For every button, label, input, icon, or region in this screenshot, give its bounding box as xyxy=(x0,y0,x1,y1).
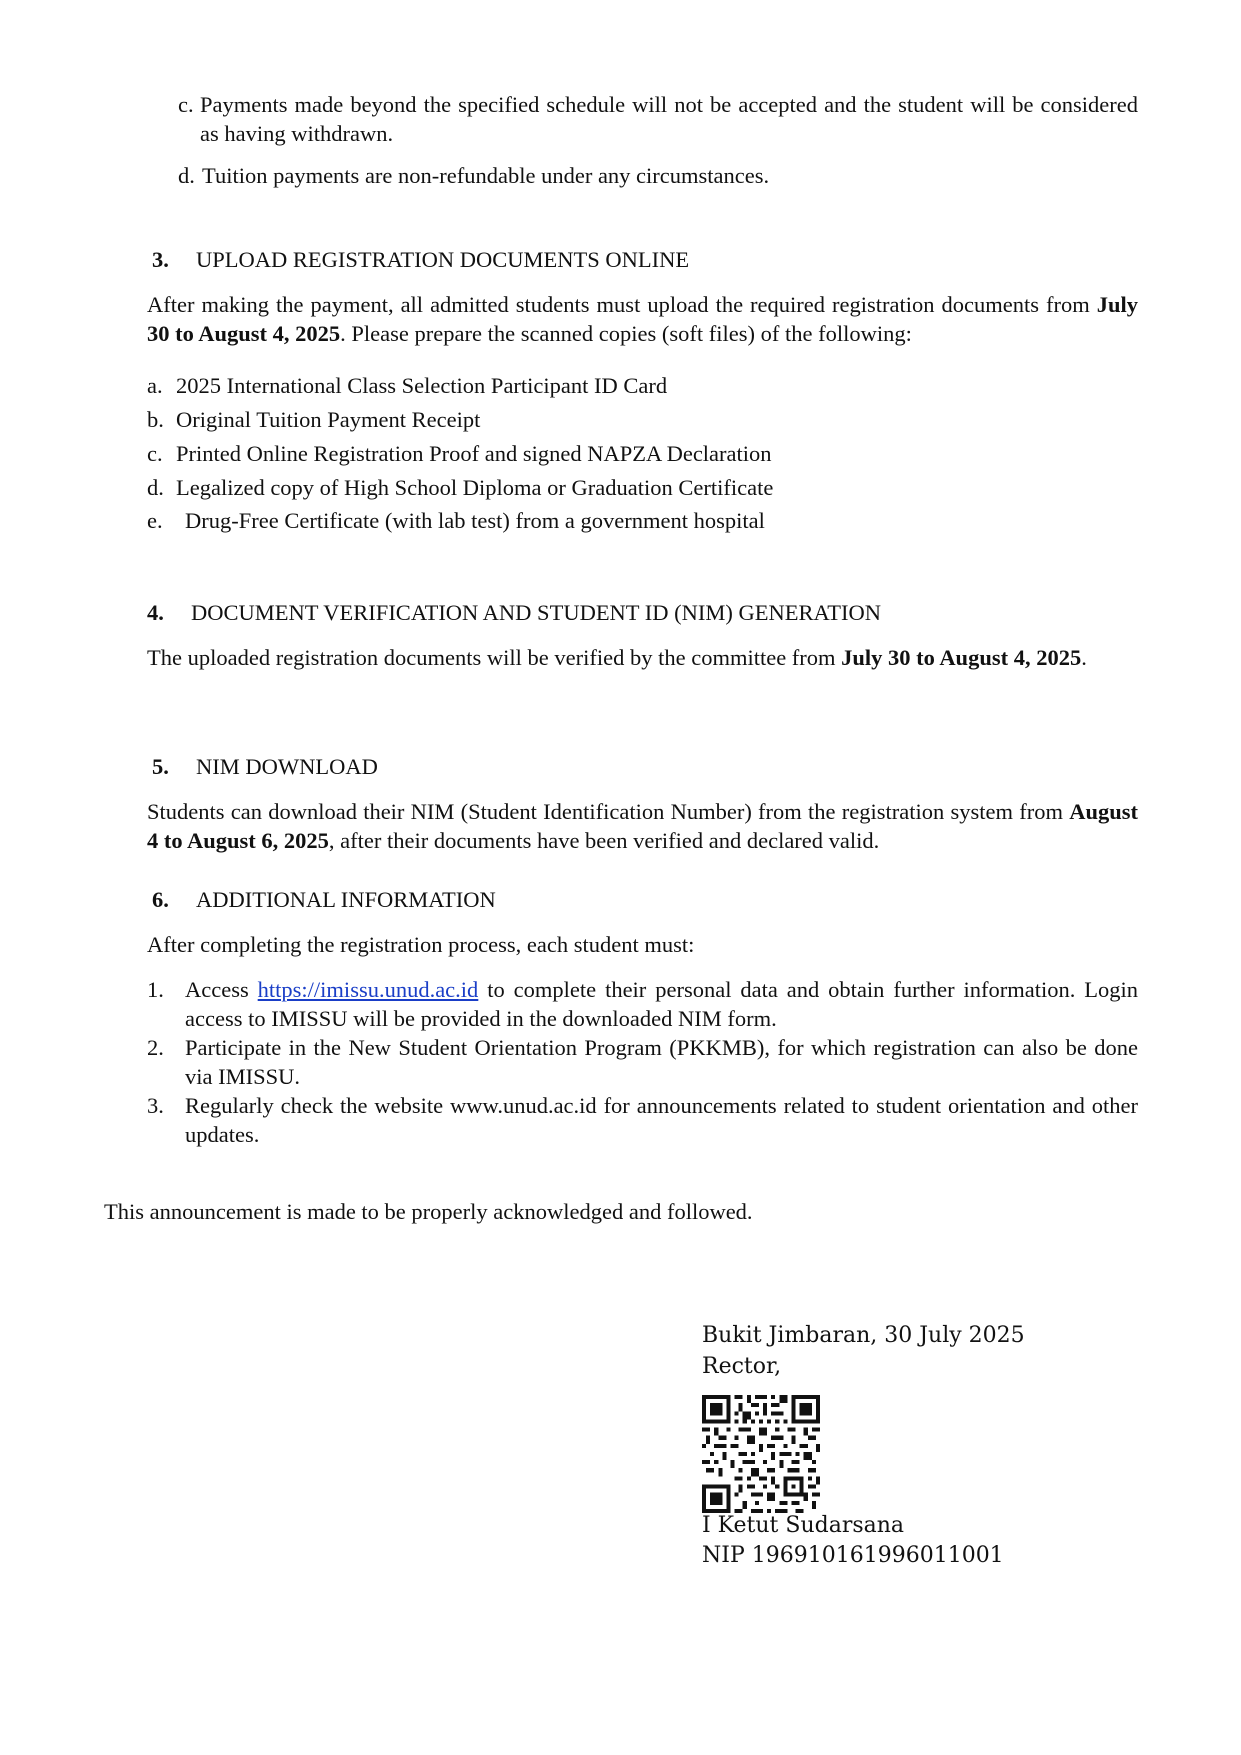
list-item-text xyxy=(147,975,1138,1033)
section-3-heading xyxy=(152,245,1052,275)
section-title: NIM DOWNLOAD xyxy=(196,754,378,779)
section-6-list-item-1 xyxy=(147,975,1138,1033)
list-marker: d. xyxy=(147,475,164,500)
date-range: July 30 to August 4, 2025 xyxy=(841,645,1082,670)
section-number: 3. xyxy=(152,247,169,272)
signature-role: Rector, xyxy=(702,1354,782,1379)
list-marker: 1. xyxy=(147,977,164,1002)
qr-code-icon xyxy=(702,1395,820,1513)
signer-name: I Ketut Sudarsana xyxy=(702,1513,905,1538)
body-text: The uploaded registration documents will be verified by the committee from xyxy=(147,645,842,670)
list-item xyxy=(147,441,772,467)
section-6-intro: After completing the registration process, each student must: xyxy=(147,932,695,957)
section-5-text xyxy=(147,797,1138,855)
list-marker: 2. xyxy=(147,1035,164,1060)
section-6-heading xyxy=(152,885,1052,915)
list-marker: a. xyxy=(147,373,163,398)
list-item-text: Participate in the New Student Orientation Program (PKKMB), for which registration can also be done via IMISSU. xyxy=(185,1035,1138,1089)
section-3-intro xyxy=(147,290,1138,348)
body-text: Students can download their NIM (Student Identification Number) from the registration system from xyxy=(147,799,1070,824)
date-range: August 4 to August 6, 2025 xyxy=(147,799,1138,853)
list-item xyxy=(147,475,774,501)
body-text-end: . xyxy=(1081,645,1087,670)
intro-date: July 30 to August 4, 2025 xyxy=(147,292,1138,346)
list-marker: e. xyxy=(147,508,163,533)
list-item-text: Tuition payments are non-refundable under any circumstances. xyxy=(202,163,770,188)
section-title: ADDITIONAL INFORMATION xyxy=(196,887,496,912)
list-item-text: Drug-Free Certificate (with lab test) from a government hospital xyxy=(185,508,765,533)
list-item-text: Payments made beyond the specified schedule will not be accepted and the student will be considered as having withdrawn. xyxy=(200,92,1138,146)
item-text: to complete their personal data and obtain further information. Login access to IMISSU will be provided in the downloaded NIM form. xyxy=(185,977,1139,1031)
signature-place-date: Bukit Jimbaran, 30 July 2025 xyxy=(702,1323,1025,1348)
payment-list-item-c xyxy=(178,90,1138,148)
signer-nip: NIP 196910161996011001 xyxy=(702,1543,1004,1568)
section-title: UPLOAD REGISTRATION DOCUMENTS ONLINE xyxy=(196,247,690,272)
list-item-text: Printed Online Registration Proof and signed NAPZA Declaration xyxy=(176,441,772,466)
section-number: 6. xyxy=(152,887,169,912)
section-6-list-item-3 xyxy=(147,1091,1138,1149)
list-marker: d. xyxy=(178,163,195,188)
list-item xyxy=(147,373,668,399)
list-item-text: 2025 International Class Selection Participant ID Card xyxy=(176,373,668,398)
list-item-text: Legalized copy of High School Diploma or Graduation Certificate xyxy=(176,475,774,500)
list-item xyxy=(147,508,765,534)
section-6-list-item-2 xyxy=(147,1033,1138,1091)
section-number: 4. xyxy=(147,600,164,625)
list-item-text: Original Tuition Payment Receipt xyxy=(176,407,481,432)
imissu-link[interactable]: https://imissu.unud.ac.id xyxy=(257,977,479,1002)
list-item xyxy=(147,407,481,433)
section-number: 5. xyxy=(152,754,169,779)
intro-text: After making the payment, all admitted students must upload the required registration documents from xyxy=(147,292,1097,317)
closing-statement: This announcement is made to be properly acknowledged and followed. xyxy=(104,1199,753,1224)
section-title: DOCUMENT VERIFICATION AND STUDENT ID (NIM) GENERATION xyxy=(191,600,881,625)
list-marker: b. xyxy=(147,407,164,432)
section-4-heading xyxy=(147,598,1097,628)
section-4-text xyxy=(147,643,1138,672)
list-item-text: Regularly check the website www.unud.ac.id for announcements related to student orientation and other updates. xyxy=(185,1093,1138,1147)
list-marker: c. xyxy=(178,92,194,117)
access-label: Access xyxy=(185,977,249,1002)
intro-text-end: . Please prepare the scanned copies (soft files) of the following: xyxy=(340,321,912,346)
list-marker: c. xyxy=(147,441,163,466)
section-5-heading xyxy=(152,752,1052,782)
body-text-end: , after their documents have been verified and declared valid. xyxy=(328,828,880,853)
list-marker: 3. xyxy=(147,1093,164,1118)
